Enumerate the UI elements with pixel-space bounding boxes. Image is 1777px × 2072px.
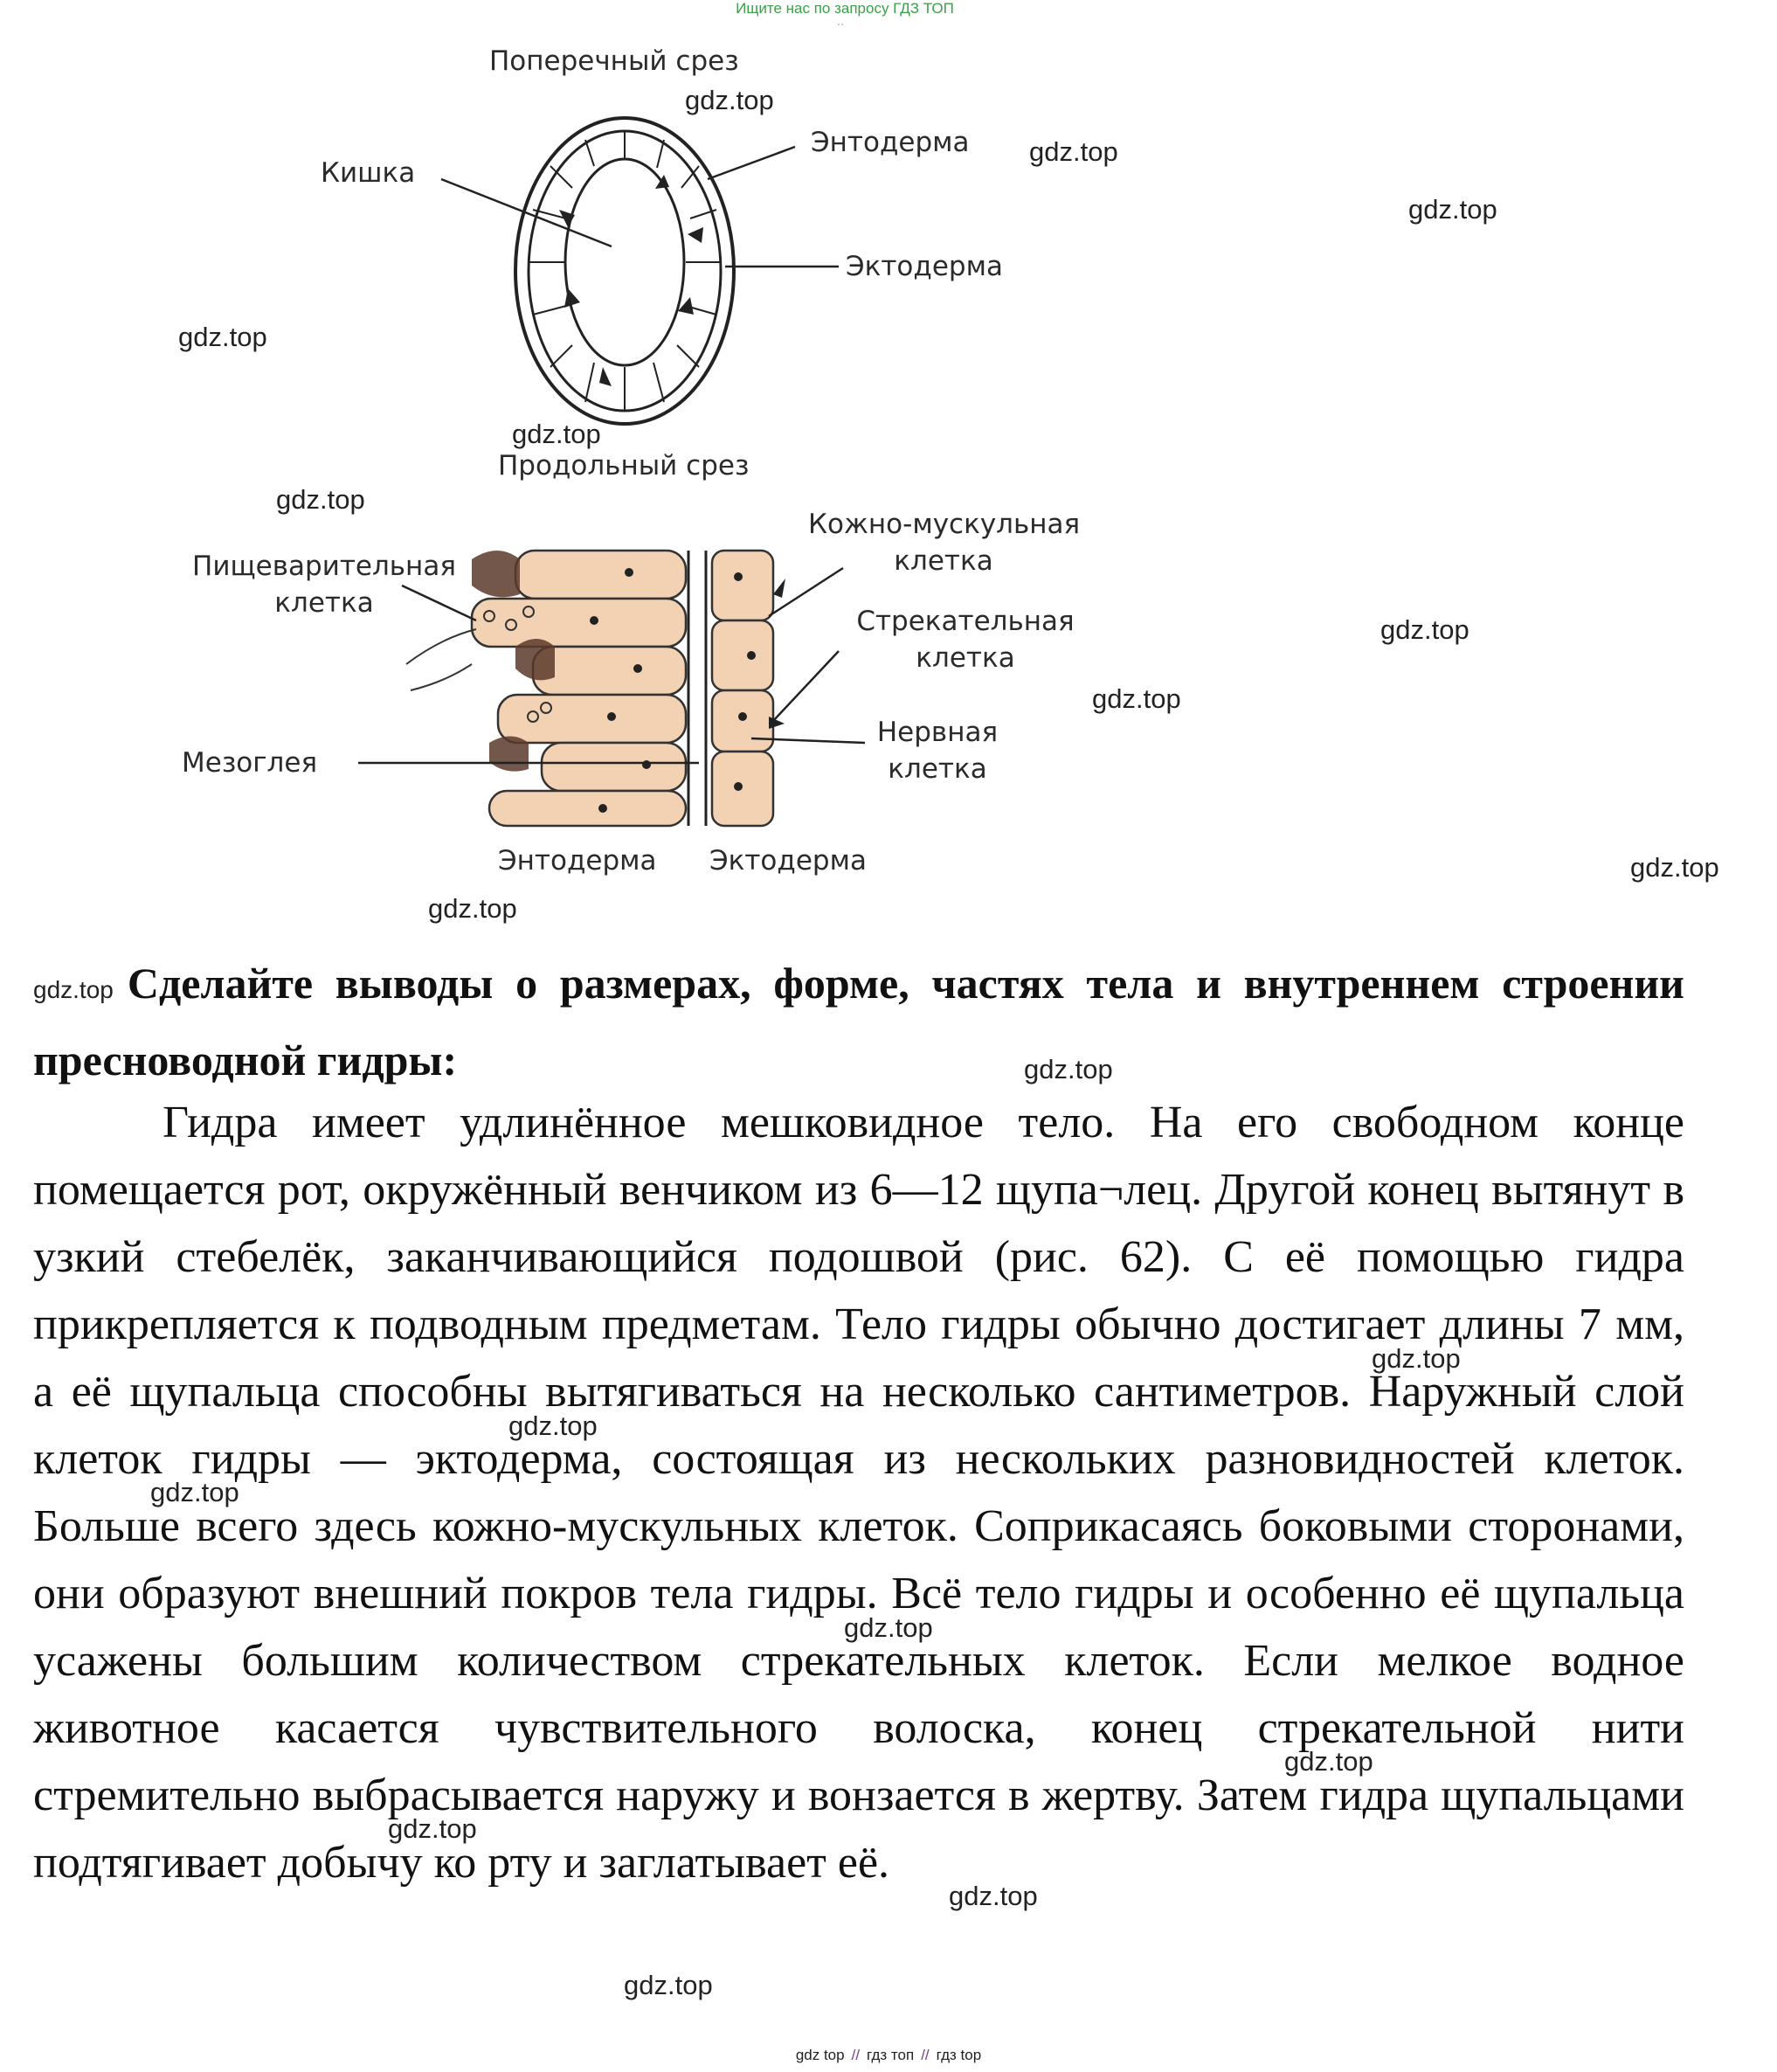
watermark: gdz.top <box>685 85 774 115</box>
footer-link-3[interactable]: гдз top <box>936 2047 982 2063</box>
watermark: gdz.top <box>1284 1746 1373 1777</box>
watermark: gdz.top <box>1380 614 1469 645</box>
footer-separator: // <box>851 2047 861 2063</box>
watermark: gdz.top <box>512 419 601 449</box>
label-nerve-cell-line2: клетка <box>888 753 987 785</box>
label-cross-ectoderm: Эктодерма <box>846 251 1003 282</box>
watermark: gdz.top <box>33 976 114 1003</box>
label-nerve-cell-line1: Нервная <box>876 717 999 748</box>
label-digestive-cell <box>189 551 460 619</box>
label-stinging-cell-line1: Стрекательная <box>856 606 1075 637</box>
watermark: gdz.top <box>1092 683 1181 714</box>
label-nerve-cell <box>854 717 1020 785</box>
watermark: gdz.top <box>388 1813 477 1844</box>
label-stinging-cell <box>839 606 1092 674</box>
label-gut: Кишка <box>321 157 416 189</box>
label-long-ectoderm: Эктодерма <box>709 845 867 877</box>
footer-link-2[interactable]: гдз топ <box>867 2047 915 2063</box>
label-stinging-cell-line2: клетка <box>916 642 1015 674</box>
watermark: gdz.top <box>949 1881 1038 1911</box>
question-heading <box>33 948 1684 1095</box>
label-skin-muscle-cell-line2: клетка <box>894 545 993 577</box>
watermark: gdz.top <box>150 1477 239 1507</box>
cross-section-diagram <box>515 118 734 424</box>
label-long-endoderm: Энтодерма <box>498 845 657 877</box>
watermark: gdz.top <box>178 322 267 352</box>
label-digestive-cell-line1: Пищеварительная <box>192 551 456 582</box>
watermark: gdz.top <box>1029 136 1118 167</box>
longitudinal-section-title: Продольный срез <box>498 450 750 482</box>
top-banner[interactable]: Ищите нас по запросу ГДЗ ТОП <box>736 0 954 17</box>
cross-section-title: Поперечный срез <box>489 45 739 77</box>
label-mesoglea: Мезоглея <box>182 747 318 779</box>
label-cross-endoderm: Энтодерма <box>811 127 970 158</box>
watermark: gdz.top <box>428 893 517 924</box>
watermark: gdz.top <box>624 1970 713 2000</box>
watermark: gdz.top <box>1408 194 1497 225</box>
watermark: gdz.top <box>1372 1343 1461 1374</box>
label-skin-muscle-cell <box>808 509 1079 577</box>
answer-paragraph: Гидра имеет удлинённое мешковидное тело. На его свободном конце помещается рот, окружённый венчиком из 6—12 щупа¬лец. Другой конец вытянут в узкий стебелёк, заканчивающийся подошвой (рис. 62). С её помощью гидра прикрепляется к подводным предметам. Тело гидры обычно достигает длины 7 мм, а её щупальца способны вытягиваться на несколько сантиметров. Наружный слой клеток гидры — эктодерма, состоящая из нескольких разновидностей клеток. Больше всего здесь кожно-мускульных клеток. Соприкасаясь боковыми сторонами, они образуют внешний покров тела гидры. Всё тело гидры и особенно её щупальца усажены большим количеством стрекательных клеток. Если мелкое водное животное касается чувствительного волоска, конец стрекательной нити стремительно выбрасывается наружу и вонзается в жертву. Затем гидра щупальцами подтягивает добычу ко рту и заглатывает её. <box>33 1098 1684 1888</box>
footer-link-1[interactable]: gdz top <box>795 2047 845 2063</box>
footer-separator: // <box>921 2047 930 2063</box>
watermark: gdz.top <box>508 1410 598 1441</box>
heading-text: Сделайте выводы о размерах, форме, частях тела и внутреннем строении пресноводной гидры: <box>33 959 1684 1085</box>
banner-dot: ·· <box>837 17 844 30</box>
watermark: gdz.top <box>276 484 365 515</box>
watermark: gdz.top <box>844 1612 933 1643</box>
footer[interactable] <box>0 2047 1777 2064</box>
watermark: gdz.top <box>1024 1054 1113 1085</box>
watermark: gdz.top <box>1630 852 1719 883</box>
label-digestive-cell-line2: клетка <box>274 587 374 619</box>
label-skin-muscle-cell-line1: Кожно-мускульная <box>808 509 1081 540</box>
longitudinal-section-diagram <box>406 551 785 826</box>
